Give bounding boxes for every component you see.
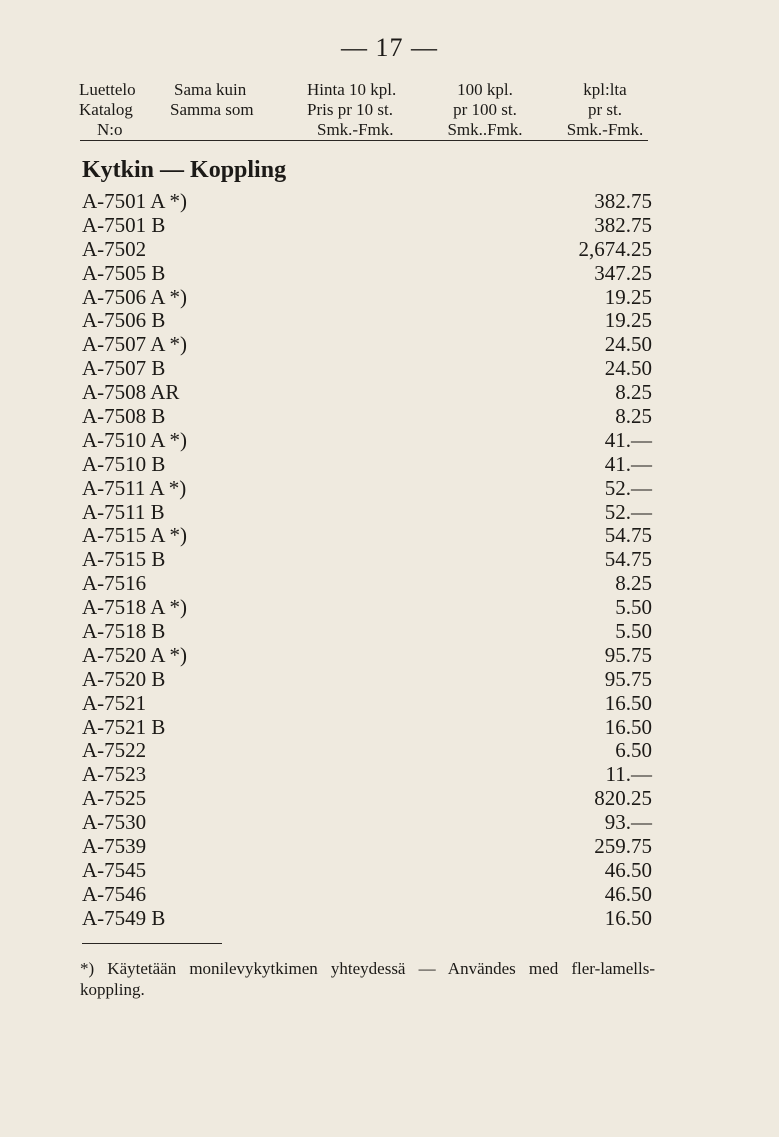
catalog-code: A-7521 B [82,714,166,739]
header-price-10 [307,80,396,140]
catalog-code: A-7502 [82,236,147,261]
unit-price: 2,674.25 [578,236,652,261]
list-item [82,429,652,453]
unit-price: 5.50 [615,595,652,620]
unit-price: 54.75 [604,547,652,572]
list-item [82,763,652,787]
unit-price: 11.— [605,762,652,787]
header-catalog-number [79,80,136,140]
list-item [82,620,652,644]
catalog-code: A-7522 [82,738,147,763]
unit-price: 46.50 [604,881,652,906]
header-line: N:o [97,120,123,139]
list-item [82,453,652,477]
catalog-code: A-7523 [82,762,147,787]
catalog-code: A-7546 [82,881,147,906]
unit-price: 95.75 [604,666,652,691]
list-item [82,596,652,620]
catalog-code: A-7507 A *) [82,332,187,357]
list-item [82,787,652,811]
unit-price: 41.— [604,427,652,452]
list-item [82,357,652,381]
header-line: Samma som [170,100,254,119]
section-title: Kytkin — Koppling [82,157,287,183]
footnote: *) Käytetään monilevykytkimen yhteydessä — Användes med fler-lamells-koppling. [80,959,655,999]
catalog-code: A-7525 [82,786,147,811]
catalog-code: A-7501 B [82,212,166,237]
catalog-code: A-7511 A *) [82,475,187,500]
list-item [82,811,652,835]
catalog-code: A-7506 A *) [82,284,187,309]
catalog-code: A-7510 A *) [82,427,187,452]
list-item [82,238,652,262]
list-item [82,501,652,525]
catalog-code: A-7505 B [82,260,166,285]
unit-price: 16.50 [604,690,652,715]
header-line: Hinta 10 kpl. [307,80,397,99]
catalog-code: A-7518 A *) [82,595,187,620]
unit-price: 8.25 [615,571,652,596]
catalog-code: A-7511 B [82,499,165,524]
catalog-code: A-7530 [82,810,147,835]
unit-price: 24.50 [604,332,652,357]
header-line: Pris pr 10 st. [307,100,393,119]
header-line: 100 kpl. [457,80,513,99]
price-list [82,190,652,931]
header-line: Smk..Fmk. [447,120,523,139]
list-item [82,309,652,333]
list-item [82,907,652,931]
unit-price: 46.50 [604,857,652,882]
catalog-code: A-7545 [82,857,147,882]
unit-price: 5.50 [615,619,652,644]
catalog-code: A-7515 B [82,547,166,572]
footnote-divider [82,943,222,944]
page-number: — 17 — [341,33,438,62]
unit-price: 19.25 [604,308,652,333]
catalog-code: A-7520 A *) [82,642,187,667]
unit-price: 820.25 [594,786,652,811]
catalog-code: A-7506 B [82,308,166,333]
unit-price: 93.— [604,810,652,835]
unit-price: 16.50 [604,905,652,930]
list-item [82,692,652,716]
header-line: Katalog [79,100,133,119]
list-item [82,716,652,740]
list-item [82,477,652,501]
list-item [82,381,652,405]
unit-price: 259.75 [594,834,652,859]
unit-price: 95.75 [604,642,652,667]
unit-price: 52.— [604,499,652,524]
catalog-code: A-7510 B [82,451,166,476]
catalog-code: A-7520 B [82,666,166,691]
catalog-code: A-7549 B [82,905,166,930]
list-item [82,286,652,310]
catalog-code: A-7516 [82,571,147,596]
header-line: kpl:lta [583,80,627,99]
catalog-code: A-7518 B [82,619,166,644]
catalog-code: A-7539 [82,834,147,859]
list-item [82,214,652,238]
header-line: Sama kuin [174,80,247,99]
unit-price: 16.50 [604,714,652,739]
header-price-each [560,80,650,140]
list-item [82,548,652,572]
list-item [82,333,652,357]
list-item [82,739,652,763]
list-item [82,668,652,692]
list-item [82,405,652,429]
catalog-code: A-7521 [82,690,147,715]
unit-price: 382.75 [594,189,652,213]
list-item [82,835,652,859]
unit-price: 52.— [604,475,652,500]
header-line: pr st. [588,100,622,119]
list-item [82,883,652,907]
list-item [82,524,652,548]
list-item [82,572,652,596]
header-line: Smk.-Fmk. [317,120,394,139]
unit-price: 6.50 [615,738,652,763]
catalog-code: A-7508 AR [82,380,180,405]
header-same-as [170,80,254,120]
unit-price: 8.25 [615,404,652,429]
unit-price: 54.75 [604,523,652,548]
header-price-100 [440,80,530,140]
header-line: Luettelo [79,80,136,99]
header-line: Smk.-Fmk. [566,120,644,139]
header-line: pr 100 st. [453,100,517,119]
unit-price: 8.25 [615,380,652,405]
unit-price: 19.25 [604,284,652,309]
list-item [82,644,652,668]
list-item [82,190,652,214]
unit-price: 41.— [604,451,652,476]
catalog-code: A-7507 B [82,356,166,381]
unit-price: 382.75 [594,212,652,237]
unit-price: 347.25 [594,260,652,285]
list-item [82,262,652,286]
list-item [82,859,652,883]
catalog-code: A-7501 A *) [82,189,187,213]
catalog-code: A-7515 A *) [82,523,187,548]
catalog-code: A-7508 B [82,404,166,429]
unit-price: 24.50 [604,356,652,381]
header-divider [80,140,648,141]
